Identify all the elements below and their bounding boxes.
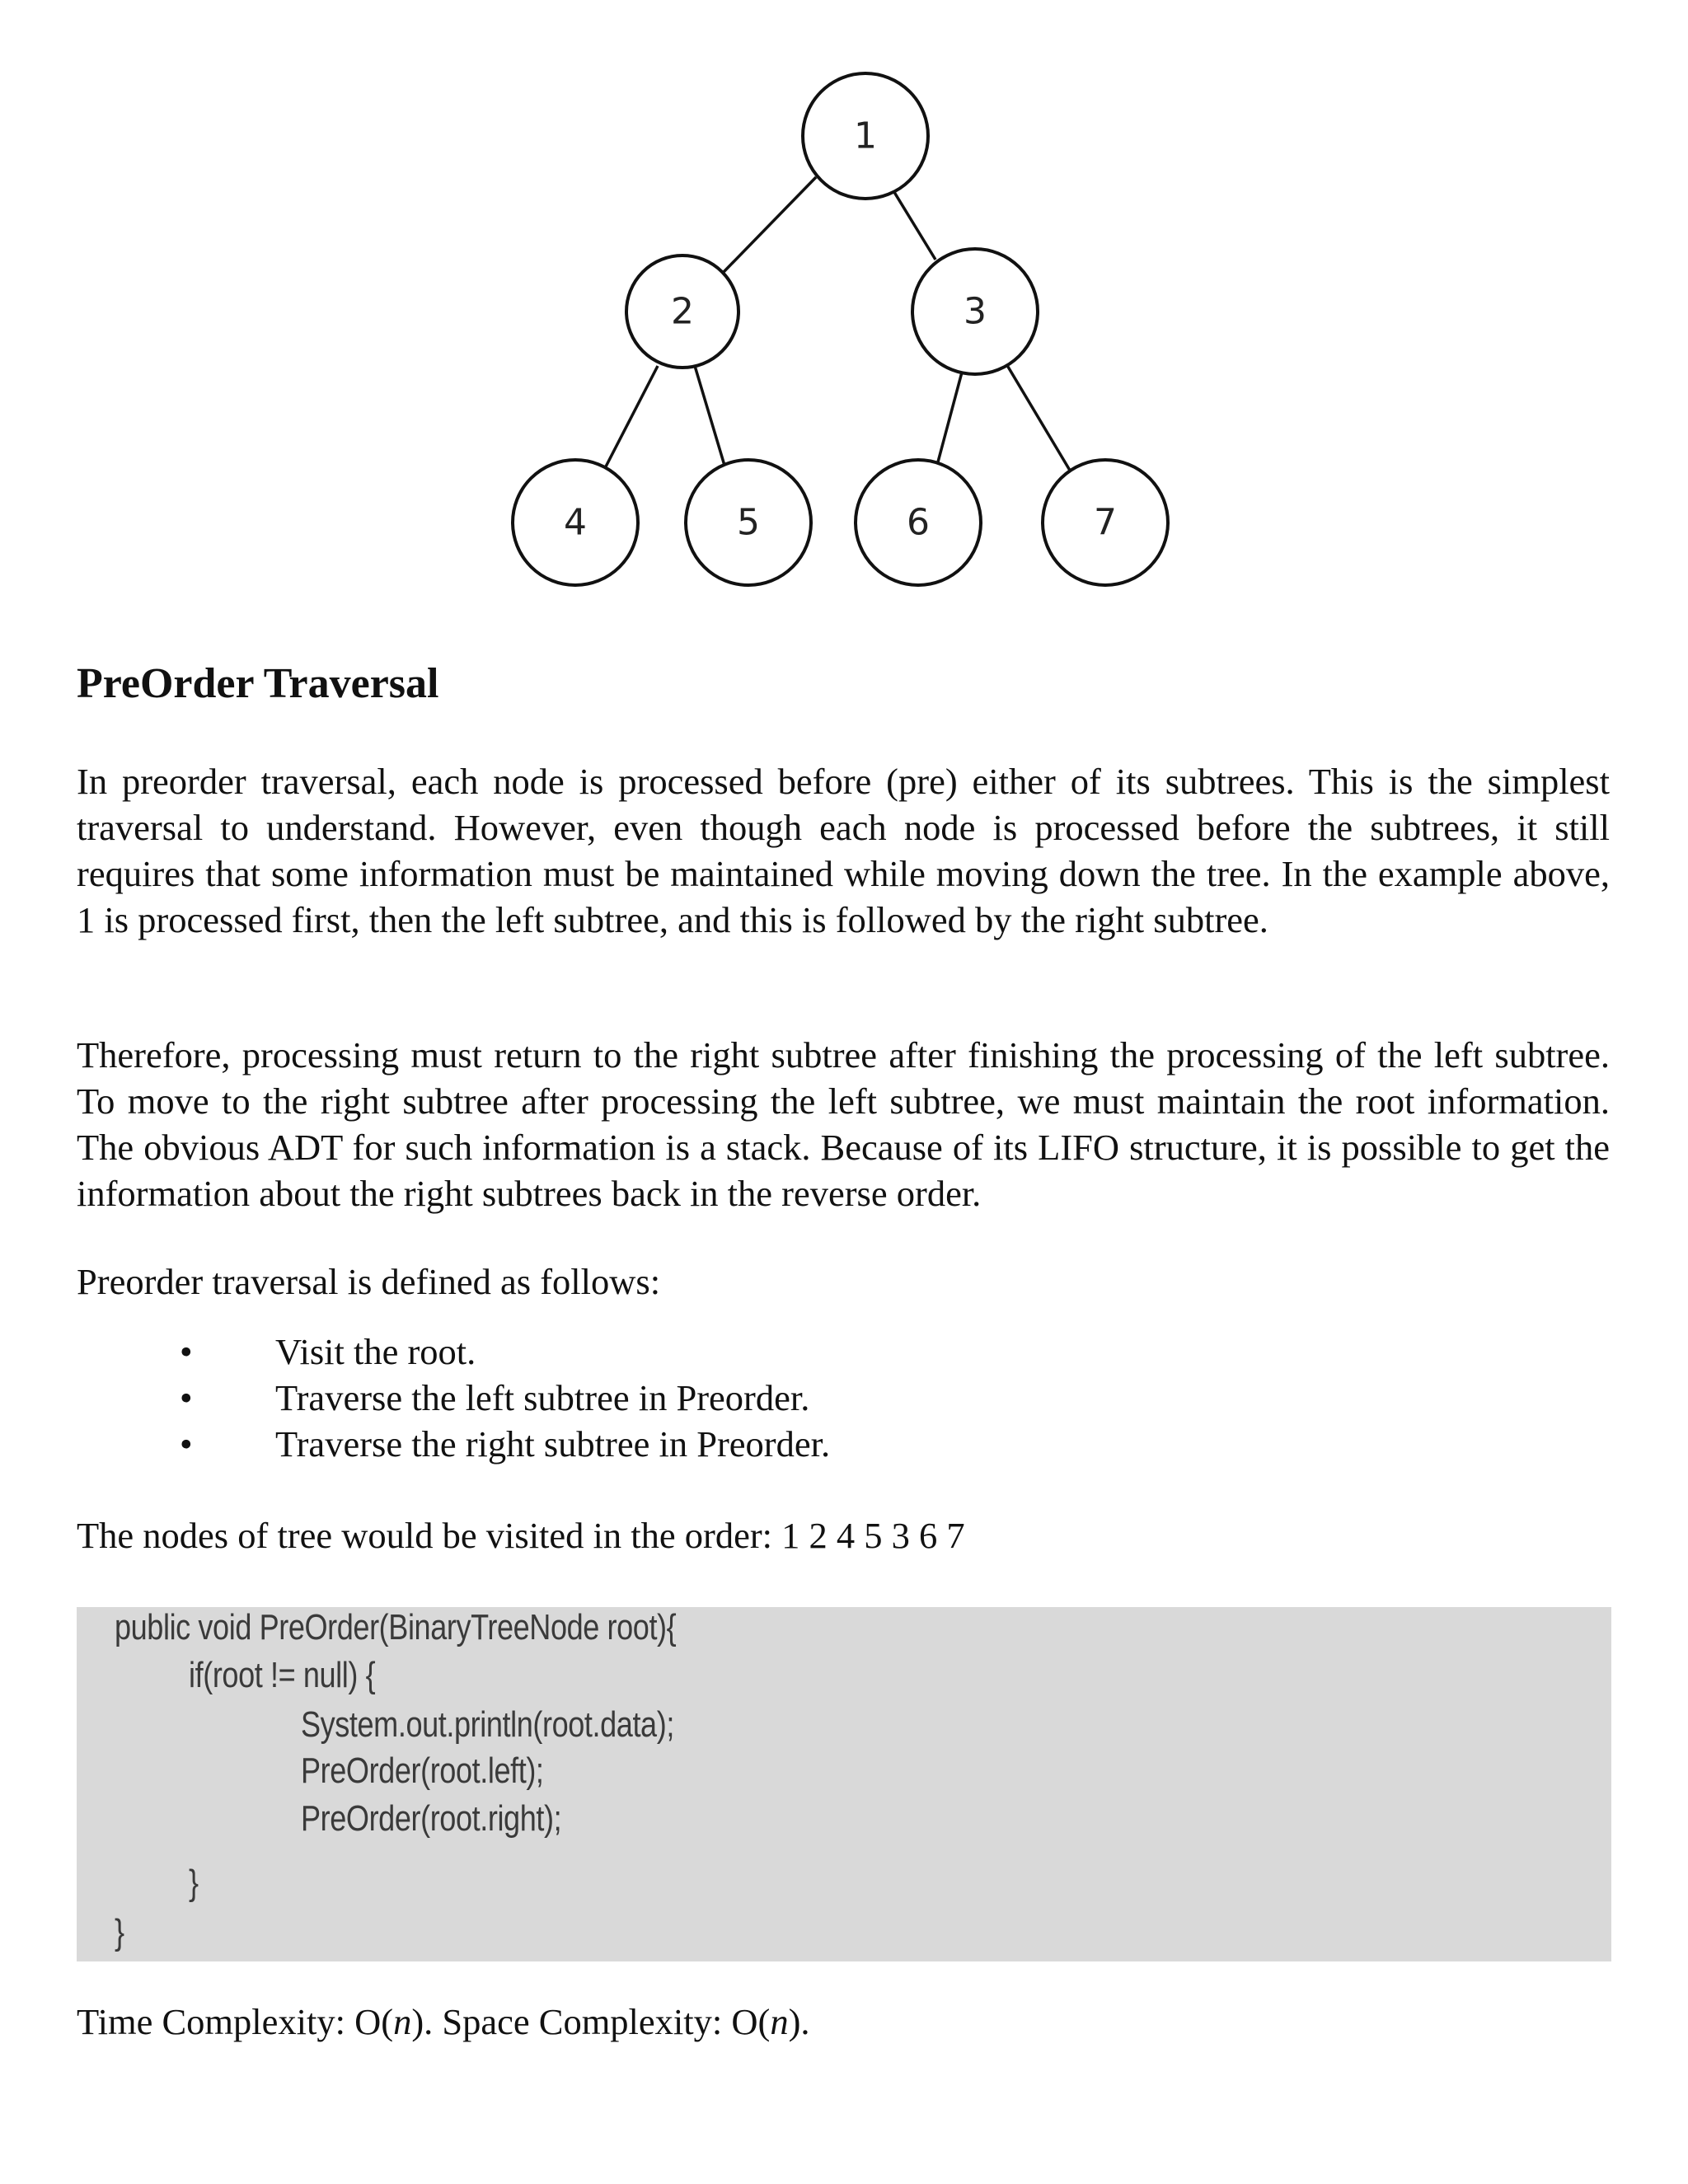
paragraph-stack-explanation: Therefore, processing must return to the right subtree after finishing the processing of the left subtree. To move to the right subtree after processing the left subtree, we must maintain the root information. The obvious ADT for such information is a stack. Because of its LIFO structure, it is possible to get the information about the right subtrees back in the reverse order. [77, 1034, 1610, 1214]
space-complexity-label: ). Space Complexity: O( [411, 2001, 771, 2042]
list-item-text: Traverse the right subtree in Preorder. [275, 1423, 831, 1465]
edge-1-3 [890, 185, 935, 260]
space-complexity-var: n [770, 2001, 789, 2042]
node-label-1: 1 [854, 115, 877, 157]
node-label-4: 4 [564, 501, 587, 544]
section-heading: PreOrder Traversal [77, 660, 439, 707]
binary-tree-diagram [0, 0, 1688, 610]
time-complexity-var: n [393, 2001, 412, 2042]
complexity-statement [77, 1999, 1610, 2045]
tree-node-6 [856, 460, 981, 585]
code-block [77, 1607, 1611, 1961]
bullet-marker: • [180, 1331, 193, 1372]
tree-node-2 [626, 255, 738, 368]
list-item-text: Visit the root. [275, 1331, 476, 1372]
code-line: } [189, 1863, 199, 1903]
paragraph-visit-order: The nodes of tree would be visited in the order: 1 2 4 5 3 6 7 [77, 1515, 965, 1556]
edge-2-4 [604, 366, 658, 470]
node-label-5: 5 [737, 501, 760, 544]
tree-node-5 [686, 460, 811, 585]
complexity-end: ). [788, 2001, 810, 2042]
code-line: System.out.println(root.data); [301, 1704, 674, 1745]
code-line: public void PreOrder(BinaryTreeNode root){ [115, 1607, 677, 1647]
code-line: PreOrder(root.left); [301, 1750, 544, 1791]
edge-3-6 [936, 369, 963, 468]
time-complexity-label: Time Complexity: O( [77, 2001, 394, 2042]
paragraph-definition-intro: Preorder traversal is defined as follows: [77, 1261, 661, 1302]
tree-node-3 [912, 249, 1038, 374]
edge-1-2 [724, 177, 816, 272]
bullet-marker: • [180, 1423, 193, 1465]
paragraph-preorder-intro: In preorder traversal, each node is processed before (pre) either of its subtrees. This is the simplest traversal to understand. However, even though each node is processed before the subtrees, it still requires that some information must be maintained while moving down the tree. In the example above, 1 is processed first, then the left subtree, and this is followed by the right subtree. [77, 761, 1610, 940]
edge-3-7 [1006, 363, 1071, 473]
list-item-text: Traverse the left subtree in Preorder. [275, 1377, 810, 1418]
code-line: if(root != null) { [189, 1655, 376, 1695]
bullet-marker: • [180, 1377, 193, 1418]
edge-2-5 [695, 366, 725, 468]
tree-node-4 [513, 460, 638, 585]
tree-node-7 [1043, 460, 1168, 585]
node-label-3: 3 [964, 290, 987, 333]
node-label-7: 7 [1094, 501, 1117, 544]
tree-node-1 [803, 73, 928, 199]
code-line: } [115, 1912, 124, 1952]
node-label-6: 6 [907, 501, 930, 544]
node-label-2: 2 [671, 290, 694, 333]
code-line: PreOrder(root.right); [301, 1798, 562, 1839]
